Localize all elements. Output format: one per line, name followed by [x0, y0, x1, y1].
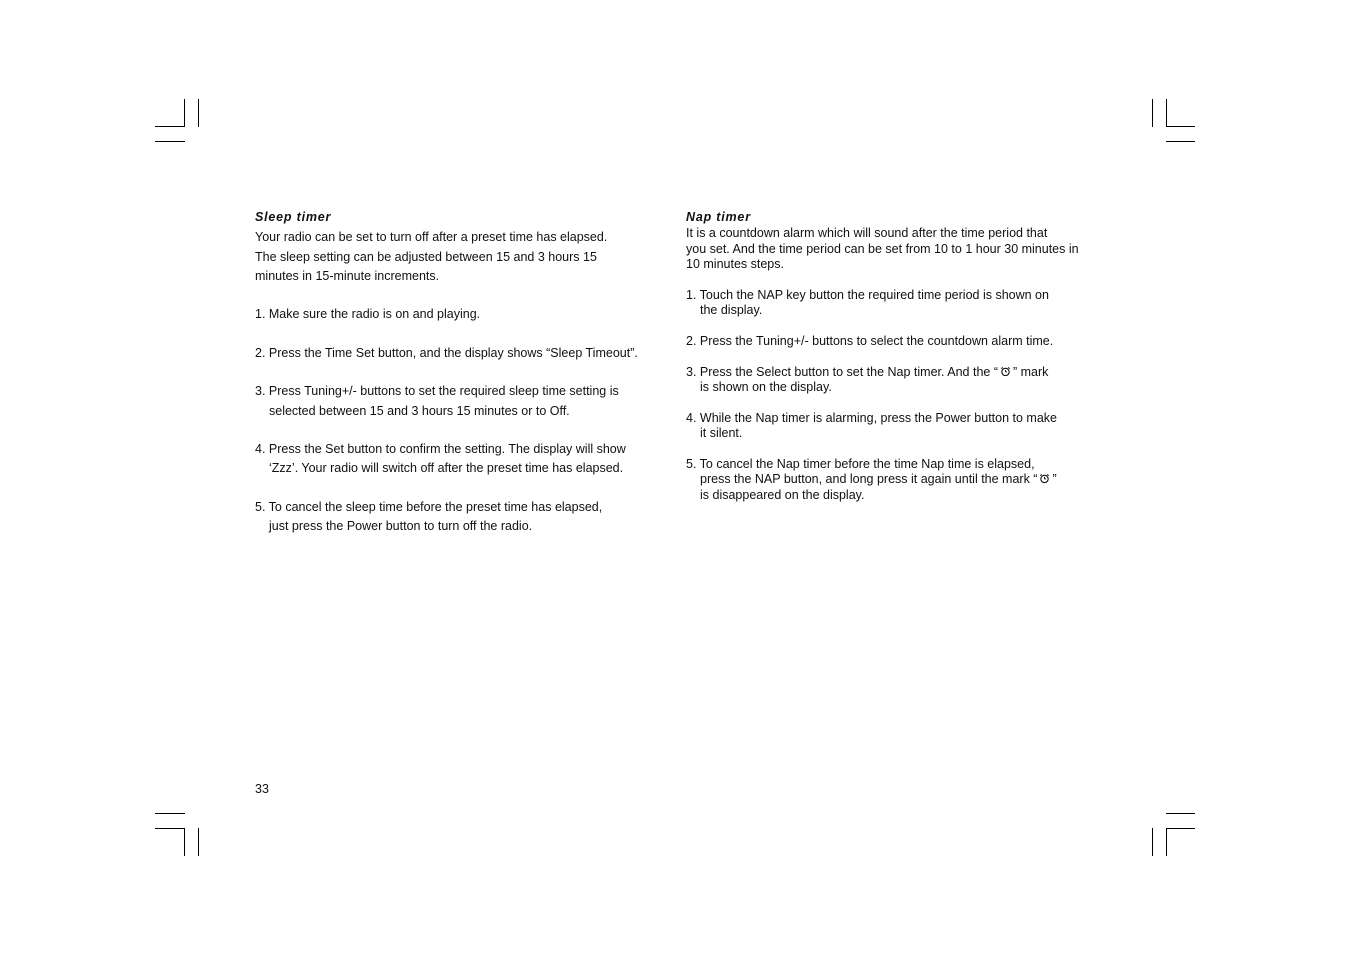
step-item: 1. Make sure the radio is on and playing.	[255, 307, 481, 321]
step-item: 2. Press the Time Set button, and the display shows “Sleep Timeout”.	[255, 346, 638, 360]
paragraph-line: Your radio can be set to turn off after a preset time has elapsed.	[255, 230, 608, 244]
alarm-clock-icon	[1039, 473, 1050, 484]
page-number: 33	[255, 782, 269, 796]
step-item: 4. While the Nap timer is alarming, press the Power button to make	[686, 411, 1057, 425]
sleep-timer-section	[255, 210, 665, 550]
step-item-continuation: ‘Zzz’. Your radio will switch off after the preset time has elapsed.	[269, 461, 624, 475]
paragraph-line: you set. And the time period can be set from 10 to 1 hour 30 minutes in	[686, 242, 1079, 256]
crop-mark	[155, 828, 185, 829]
step-text: 3. Press the Select button to set the Nap timer. And the “	[686, 365, 998, 379]
step-item: 1. Touch the NAP key button the required time period is shown on	[686, 288, 1049, 302]
paragraph-line: The sleep setting can be adjusted between 15 and 3 hours 15	[255, 250, 597, 264]
crop-mark	[1166, 126, 1195, 127]
paragraph-line: It is a countdown alarm which will sound after the time period that	[686, 226, 1048, 240]
step-item: 2. Press the Tuning+/- buttons to select the countdown alarm time.	[686, 334, 1054, 348]
alarm-clock-icon	[1000, 366, 1011, 377]
step-item-continuation: is shown on the display.	[700, 380, 832, 394]
step-item-continuation: the display.	[700, 303, 763, 317]
crop-mark	[198, 828, 199, 856]
crop-mark	[1166, 828, 1167, 856]
step-item: 4. Press the Set button to confirm the setting. The display will show	[255, 442, 626, 456]
step-item-continuation: it silent.	[700, 426, 743, 440]
step-item-continuation: selected between 15 and 3 hours 15 minutes or to Off.	[269, 404, 570, 418]
crop-mark	[1152, 99, 1153, 127]
paragraph-line: 10 minutes steps.	[686, 257, 784, 271]
crop-mark	[198, 99, 199, 127]
step-item: 3. Press Tuning+/- buttons to set the required sleep time setting is	[255, 384, 619, 398]
nap-timer-section	[686, 210, 1106, 510]
crop-mark	[155, 126, 185, 127]
step-item-continuation	[700, 472, 1057, 486]
crop-mark	[1166, 99, 1167, 127]
paragraph-line: minutes in 15-minute increments.	[255, 269, 440, 283]
section-heading: Nap timer	[686, 210, 751, 224]
step-item-continuation: just press the Power button to turn off the radio.	[269, 519, 533, 533]
crop-mark	[1166, 141, 1195, 142]
step-text: ” mark	[1012, 365, 1049, 379]
crop-mark	[155, 141, 185, 142]
step-item: 5. To cancel the sleep time before the preset time has elapsed,	[255, 500, 603, 514]
step-text: ”	[1052, 472, 1057, 486]
step-item	[686, 365, 1048, 379]
crop-mark	[1152, 828, 1153, 856]
crop-mark	[155, 813, 185, 814]
crop-mark	[1166, 813, 1195, 814]
step-item: 5. To cancel the Nap timer before the time Nap time is elapsed,	[686, 457, 1035, 471]
crop-mark	[184, 99, 185, 127]
crop-mark	[1166, 828, 1195, 829]
section-heading: Sleep timer	[255, 210, 332, 224]
step-item-continuation: is disappeared on the display.	[700, 488, 865, 502]
step-text: press the NAP button, and long press it again until the mark “	[700, 472, 1038, 486]
crop-mark	[184, 828, 185, 856]
